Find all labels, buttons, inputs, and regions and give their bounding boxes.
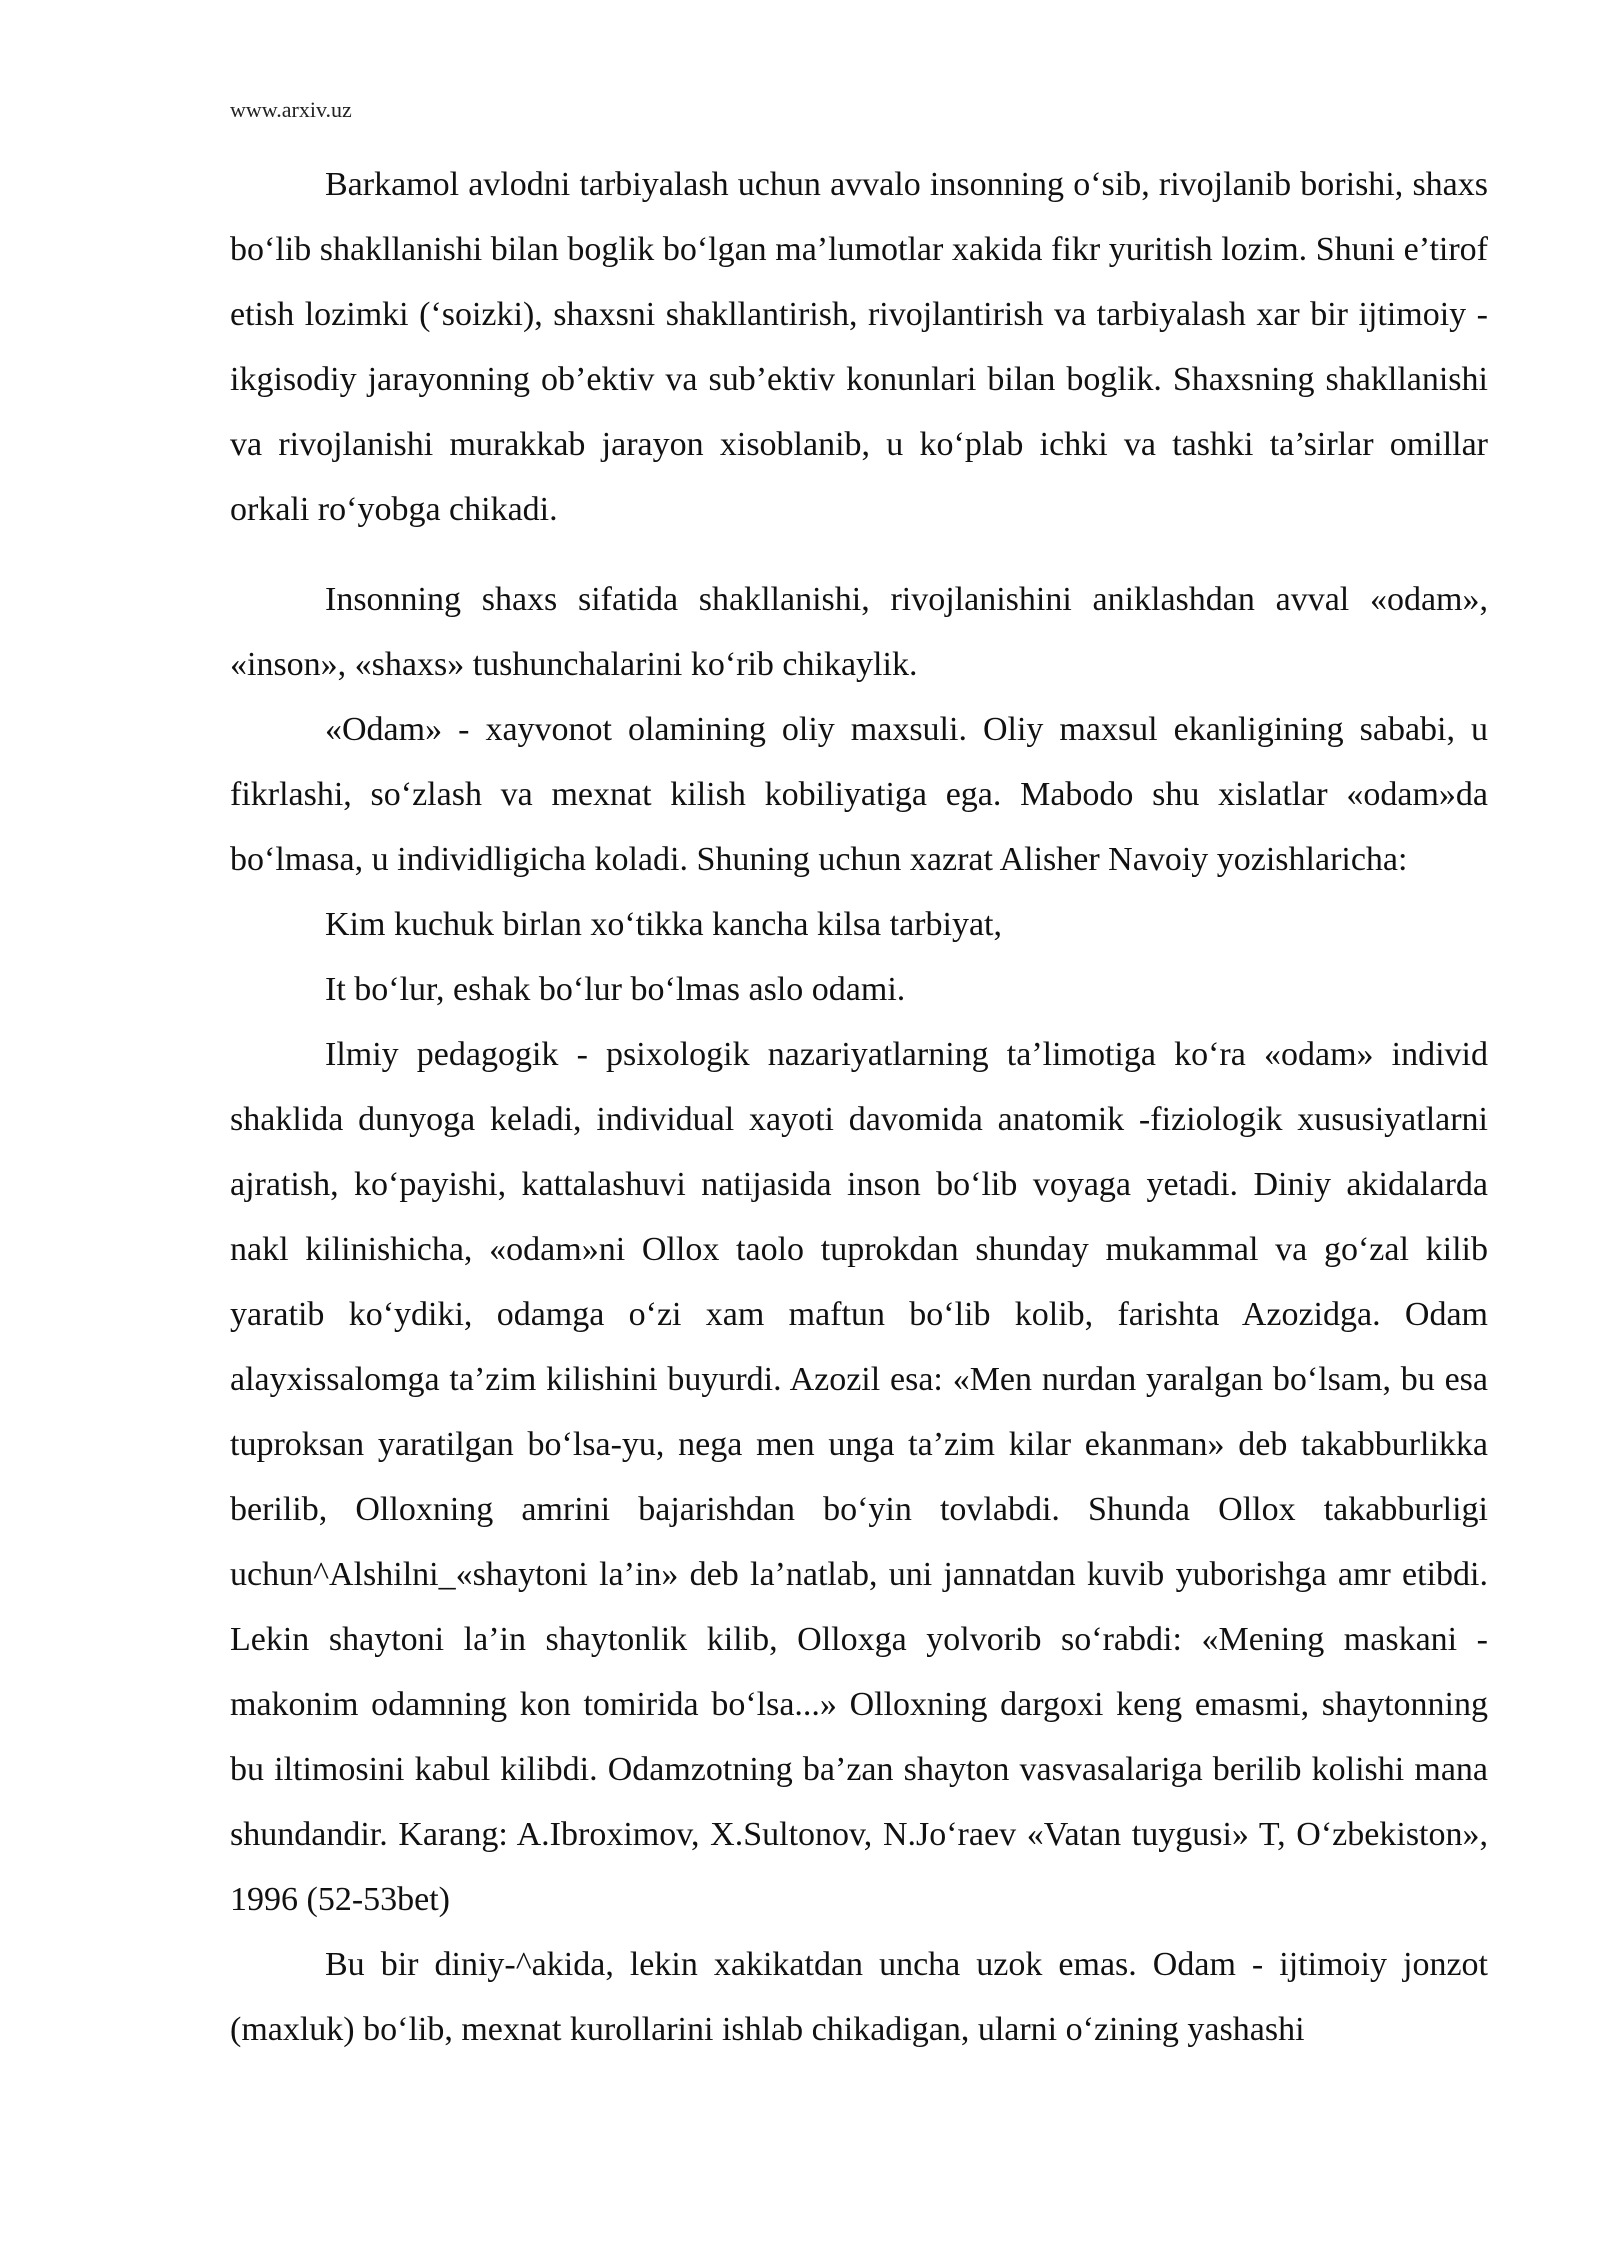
paragraph-intro: Barkamol avlodni tarbiyalash uchun avvalo insonning o‘sib, rivojlanib borishi, shaxs bo‘lib shakllanishi bilan boglik bo‘lgan ma’lumotlar xakida fikr yuritish lozim. Shuni e’tirof etish lozimki (‘soizki), shaxsni shakllantirish, rivojlantirish va tarbiyalash xar bir ijtimoiy - ikgisodiy jarayonning ob’ektiv va sub’ektiv konunlari bilan boglik. Shaxsning shakllanishi va rivojlanishi murakkab jarayon xisoblanib, u ko‘plab ichki va tashki ta’sirlar omillar orkali ro‘yobga chikadi. [230, 166, 1488, 528]
paragraph-conclusion: Bu bir diniy-^akida, lekin xakikatdan uncha uzok emas. Odam - ijtimoiy jonzot (maxluk) bo‘lib, mexnat kurollarini ishlab chikadigan, ularni o‘zining yashashi [230, 1946, 1488, 2048]
verse-line-2: It bo‘lur, eshak bo‘lur bo‘lmas aslo odami. [325, 971, 906, 1008]
document-body [230, 152, 1488, 2062]
verse-line-1: Kim kuchuk birlan xo‘tikka kancha kilsa tarbiyat, [325, 906, 1002, 943]
paragraph-odam: «Odam» - xayvonot olamining oliy maxsuli. Oliy maxsul ekanligining sababi, u fikrlashi, so‘zlash va mexnat kilish kobiliyatiga ega. Mabodo shu xislatlar «odam»da bo‘lmasa, u individligicha koladi. Shuning uchun xazrat Alisher Navoiy yozishlaricha: [230, 711, 1488, 878]
site-header[interactable]: www.arxiv.uz [230, 97, 352, 122]
paragraph-pedagogical-theory: Ilmiy pedagogik - psixologik nazariyatlarning ta’limotiga ko‘ra «odam» individ shaklida dunyoga keladi, individual xayoti davomida anatomik -fiziologik xususiyatlarni ajratish, ko‘payishi, kattalashuvi natijasida inson bo‘lib voyaga yetadi. Diniy akidalarda nakl kilinishicha, «odam»ni Ollox taolo tuprokdan shunday mukammal va go‘zal kilib yaratib ko‘ydiki, odamga o‘zi xam maftun bo‘lib kolib, farishta Azozidga. Odam alayxissalomga ta’zim kilishini buyurdi. Azozil esa: «Men nurdan yaralgan bo‘lsam, bu esa tuproksan yaratilgan bo‘lsa-yu, nega men unga ta’zim kilar ekanman» deb takabburlikka berilib, Olloxning amrini bajarishdan bo‘yin tovlabdi. Shunda Ollox takabburligi uchun^Alshilni_«shaytoni la’in» deb la’natlab, uni jannatdan kuvib yuborishga amr etibdi. Lekin shaytoni la’in shaytonlik kilib, Olloxga yolvorib so‘rabdi: «Mening maskani - makonim odamning kon tomirida bo‘lsa...» Olloxning dargoxi keng emasmi, shaytonning bu iltimosini kabul kilibdi. Odamzotning ba’zan shayton vasvasalariga berilib kolishi mana shundandir. Karang: A.Ibroximov, X.Sultonov, N.Jo‘raev «Vatan tuygusi» T, O‘zbekiston», 1996 (52-53bet) [230, 1036, 1488, 1918]
paragraph-definitions: Insonning shaxs sifatida shakllanishi, rivojlanishini aniklashdan avval «odam», «inson», «shaxs» tushunchalarini ko‘rib chikaylik. [230, 581, 1488, 683]
